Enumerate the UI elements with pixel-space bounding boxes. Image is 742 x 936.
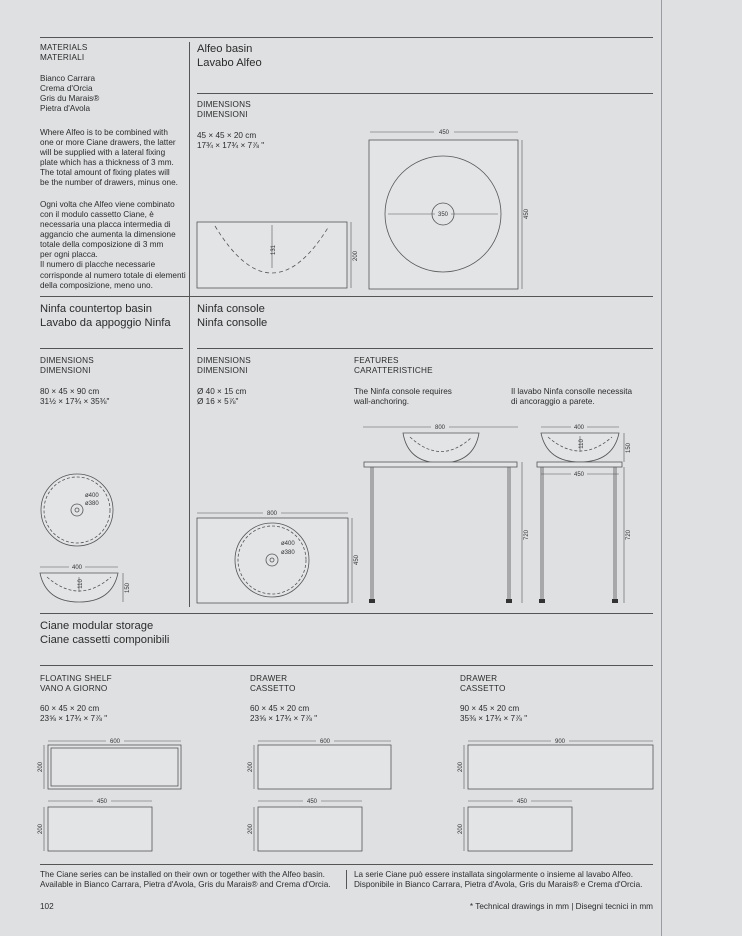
ninfa-console-front-top (364, 462, 517, 467)
features-text-it: Il lavabo Ninfa consolle necessita (511, 387, 633, 396)
material-item: Bianco Carrara (40, 74, 96, 83)
material-item: Pietra d'Avola (40, 104, 91, 113)
ciane-1-width-value: 600 (109, 739, 121, 745)
ciane-drawer-600-drawing (248, 737, 391, 851)
note-line: Ogni volta che Alfeo viene combinato (40, 200, 175, 209)
ciane-footer-it: Disponibile in Bianco Carrara, Pietra d'Avola, Gris du Marais® e Crema d'Orcia. (354, 880, 643, 889)
ninfa-console-front-height-value: 720 (524, 529, 530, 541)
ciane-footer-en: Available in Bianco Carrara, Pietra d'Avola, Gris du Marais® and Crema d'Orcia. (40, 880, 331, 889)
ninfa-console-dimensions-cm: Ø 40 × 15 cm (197, 387, 247, 396)
note-line: The total amount of fixing plates will (40, 168, 170, 177)
alfeo-height-value: 200 (353, 250, 359, 262)
note-line: plate which has a thickness of 3 mm. (40, 158, 174, 167)
ciane-unit-label-it: CASSETTO (250, 684, 296, 693)
note-line: will be supplied with a lateral fixing (40, 148, 166, 157)
ninfa-countertop-title: Ninfa countertop basin (40, 303, 152, 315)
ciane-unit-dim-in: 23⅝ × 17¾ × 7⅞ " (40, 714, 108, 723)
features-label-it: CARATTERISTICHE (354, 366, 433, 375)
ciane-footer-en: The Ciane series can be installed on their own or together with the Alfeo basin. (40, 870, 325, 879)
material-item: Crema d'Orcia (40, 84, 93, 93)
ninfa-console-side-height-value: 150 (626, 442, 632, 454)
alfeo-dimensions-cm: 45 × 45 × 20 cm (197, 131, 257, 140)
ciane-3-height2-value: 200 (458, 823, 464, 835)
ciane-drawer-900-drawing (458, 737, 653, 851)
note-line: Il numero di placche necessarie (40, 260, 156, 269)
alfeo-dimensions-in: 17¾ × 17¾ × 7⅞ " (197, 141, 265, 150)
alfeo-title: Alfeo basin (197, 43, 253, 55)
alfeo-width-value: 450 (438, 130, 450, 136)
ninfa-console-side-foot-right (612, 599, 618, 603)
alfeo-side-view (197, 222, 359, 288)
ninfa-console-title-it: Ninfa consolle (197, 317, 268, 329)
ciane-unit-label-it: VANO A GIORNO (40, 684, 108, 693)
ciane-unit-dim-in: 35⅜ × 17¾ × 7⅞ " (460, 714, 528, 723)
ciane-unit-label: FLOATING SHELF (40, 674, 112, 683)
note-line: be the number of drawers, minus one. (40, 178, 178, 187)
ninfa-console-dimensions-label-it: DIMENSIONI (197, 366, 248, 375)
ninfa-countertop-outer (41, 474, 113, 546)
ninfa-console-side (537, 423, 632, 603)
ciane-unit-dim-cm: 60 × 45 × 20 cm (40, 704, 100, 713)
note-line: totale della composizione di 3 mm (40, 240, 164, 249)
note-line: corrisponde al numero totale di elementi (40, 271, 186, 280)
note-line: aggancio che aumenta la dimensione (40, 230, 176, 239)
ciane-3-height-value: 200 (458, 761, 464, 773)
ninfa-countertop-title-it: Lavabo da appoggio Ninfa (40, 317, 171, 329)
ninfa-console-dia-400: ø400 (281, 541, 295, 547)
ciane-2-height2-value: 200 (248, 823, 254, 835)
ninfa-console-width-value: 800 (266, 511, 278, 517)
note-line: con il modulo cassetto Ciane, è (40, 210, 154, 219)
ciane-3-side (468, 807, 572, 851)
materials-heading: MATERIALS (40, 43, 88, 52)
ciane-2-width-value: 600 (319, 739, 331, 745)
alfeo-dimensions-label: DIMENSIONS (197, 100, 251, 109)
alfeo-bowl-value: 350 (437, 212, 449, 218)
ciane-2-front (258, 745, 391, 789)
ninfa-console-front (363, 423, 530, 603)
ciane-floating-shelf-drawing (38, 737, 181, 851)
note-line: necessaria una placca intermedia di (40, 220, 171, 229)
ninfa-countertop-plan (41, 474, 113, 546)
alfeo-depth-value: 131 (271, 244, 277, 256)
alfeo-side-value: 450 (524, 208, 530, 220)
ninfa-countertop-depth-value: 110 (78, 579, 84, 589)
ninfa-console-dimensions-label: DIMENSIONS (197, 356, 251, 365)
ninfa-console-dimensions-in: Ø 16 × 5⅞" (197, 397, 239, 406)
ciane-unit-label-it: CASSETTO (460, 684, 506, 693)
ninfa-countertop-dia-380: ø380 (85, 501, 99, 507)
ciane-1-height-value: 200 (38, 761, 44, 773)
page-number: 102 (40, 902, 54, 911)
material-item: Gris du Marais® (40, 94, 100, 103)
ninfa-console-front-foot-right (506, 599, 512, 603)
ninfa-countertop-dia-400: ø400 (85, 493, 99, 499)
ninfa-console-side-depth2-value: 450 (573, 472, 585, 478)
features-label: FEATURES (354, 356, 399, 365)
ciane-1-side (48, 807, 152, 851)
ninfa-console-title: Ninfa console (197, 303, 265, 315)
note-line: Where Alfeo is to be combined with (40, 128, 168, 137)
ciane-title: Ciane modular storage (40, 620, 154, 632)
ninfa-countertop-dimensions-label: DIMENSIONS (40, 356, 94, 365)
ninfa-console-side-width-value: 400 (573, 425, 585, 431)
ciane-footer-it: La serie Ciane può essere installata singolarmente o insieme al lavabo Alfeo. (354, 870, 633, 879)
ciane-1-front (48, 745, 181, 789)
ninfa-console-side-foot-left (539, 599, 545, 603)
materials-heading-it: MATERIALI (40, 53, 85, 62)
ciane-unit-dim-in: 23⅝ × 17¾ × 7⅞ " (250, 714, 318, 723)
ninfa-countertop-dimensions-label-it: DIMENSIONI (40, 366, 91, 375)
ninfa-console-depth-value: 450 (354, 554, 360, 566)
ninfa-console-side-depth-value: 110 (579, 439, 585, 449)
features-text-it: di ancoraggio a parete. (511, 397, 595, 406)
ninfa-console-front-width-value: 800 (434, 425, 446, 431)
ninfa-countertop-height-value: 150 (125, 582, 131, 594)
ciane-2-depth-value: 450 (306, 799, 318, 805)
ninfa-console-plan (197, 509, 360, 603)
ciane-unit-dim-cm: 60 × 45 × 20 cm (250, 704, 310, 713)
ciane-unit-label: DRAWER (460, 674, 498, 683)
ciane-1-depth-value: 450 (96, 799, 108, 805)
ciane-unit-dim-cm: 90 × 45 × 20 cm (460, 704, 520, 713)
ninfa-countertop-dimensions-in: 31½ × 17¾ × 35⅜" (40, 397, 110, 406)
ninfa-console-front-foot-left (369, 599, 375, 603)
ciane-unit-label: DRAWER (250, 674, 288, 683)
ciane-2-side (258, 807, 362, 851)
features-text-en: The Ninfa console requires (354, 387, 452, 396)
ciane-2-height-value: 200 (248, 761, 254, 773)
note-line: per ogni placca. (40, 250, 98, 259)
ciane-3-front (468, 745, 653, 789)
ninfa-console-top (197, 518, 348, 603)
note-line: della composizione, meno uno. (40, 281, 153, 290)
alfeo-title-it: Lavabo Alfeo (197, 57, 262, 69)
ciane-3-depth-value: 450 (516, 799, 528, 805)
ninfa-countertop-elevation (40, 563, 131, 602)
ninfa-console-dia-380: ø380 (281, 550, 295, 556)
ninfa-countertop-dimensions-cm: 80 × 45 × 90 cm (40, 387, 100, 396)
ninfa-countertop-width-value: 400 (71, 565, 83, 571)
ninfa-console-side-height2-value: 720 (626, 529, 632, 541)
alfeo-dimensions-label-it: DIMENSIONI (197, 110, 248, 119)
ciane-3-width-value: 900 (554, 739, 566, 745)
technical-note: * Technical drawings in mm | Disegni tecnici in mm (469, 902, 653, 911)
ninfa-console-side-top (537, 462, 622, 467)
features-text-en: wall-anchoring. (354, 397, 410, 406)
note-line: one or more Ciane drawers, the latter (40, 138, 176, 147)
alfeo-plan-view (369, 128, 530, 289)
ninfa-console-front-bowl (403, 433, 479, 463)
ciane-title-it: Ciane cassetti componibili (40, 634, 170, 646)
ciane-1-height2-value: 200 (38, 823, 44, 835)
